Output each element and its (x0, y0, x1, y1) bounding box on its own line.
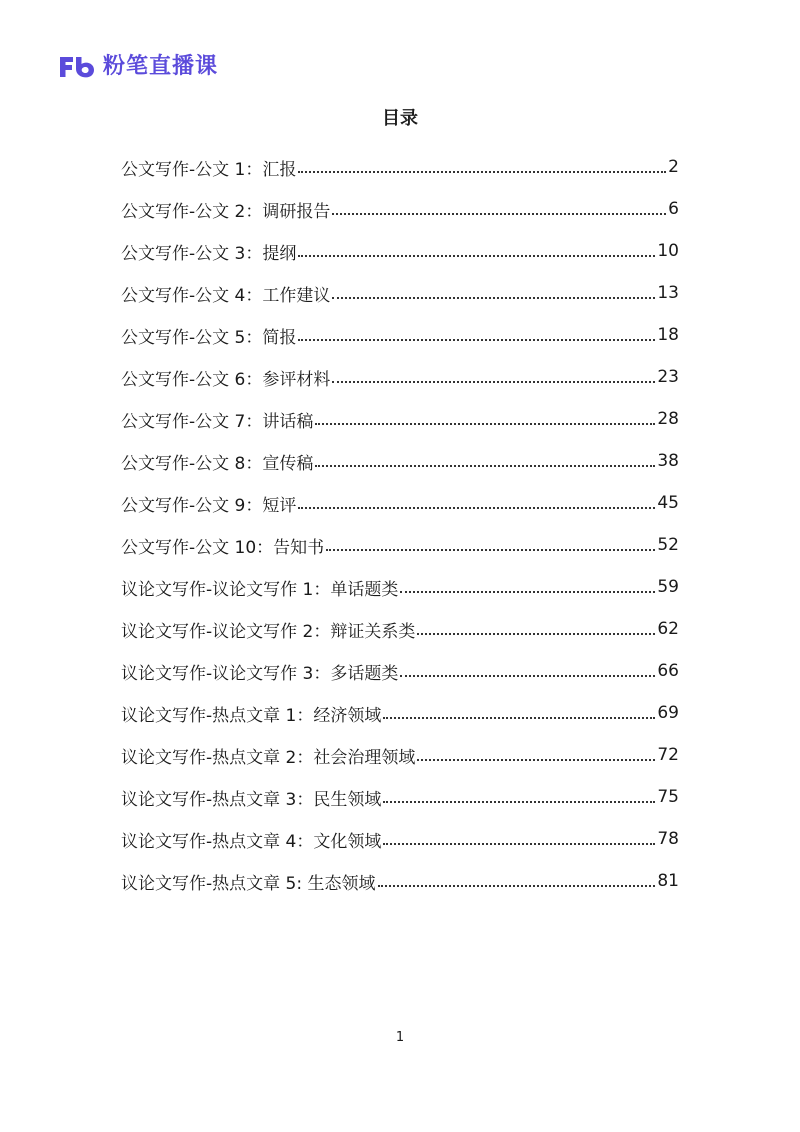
dot-leader (315, 465, 655, 467)
toc-entry-label: 公文写作-公文 1：汇报 (121, 159, 297, 180)
toc-entry-page: 75 (657, 787, 679, 807)
dot-leader (332, 381, 655, 383)
toc-entry[interactable] (121, 188, 679, 230)
toc-entry[interactable] (121, 482, 679, 524)
toc-entry-page: 13 (657, 283, 679, 303)
toc-entry[interactable] (121, 314, 679, 356)
fb-logo-icon (57, 53, 97, 81)
toc-entry-page: 72 (657, 745, 679, 765)
toc-entry-label: 议论文写作-议论文写作 1：单话题类 (121, 579, 399, 600)
toc-entry-page: 18 (657, 325, 679, 345)
toc-entry-page: 28 (657, 409, 679, 429)
dot-leader (378, 885, 656, 887)
toc-entry[interactable] (121, 146, 679, 188)
toc-entry[interactable] (121, 734, 679, 776)
dot-leader (298, 339, 655, 341)
toc-entry[interactable] (121, 524, 679, 566)
toc-entry-page: 52 (657, 535, 679, 555)
page-title: 目录 (382, 108, 418, 129)
toc-entry[interactable] (121, 398, 679, 440)
toc-entry-label: 议论文写作-议论文写作 2：辩证关系类 (121, 621, 416, 642)
toc-entry[interactable] (121, 860, 679, 902)
toc-entry-label: 公文写作-公文 10：告知书 (121, 537, 325, 558)
toc-entry[interactable] (121, 776, 679, 818)
dot-leader (298, 171, 666, 173)
page-number: 1 (395, 1030, 405, 1045)
toc-entry-label: 公文写作-公文 6：参评材料 (121, 369, 331, 390)
dot-leader (383, 843, 655, 845)
brand-name: 粉笔直播课 (103, 54, 219, 79)
dot-leader (400, 591, 655, 593)
toc-entry[interactable] (121, 566, 679, 608)
toc-entry[interactable] (121, 650, 679, 692)
toc-entry-label: 议论文写作-热点文章 2：社会治理领域 (121, 747, 416, 768)
toc-entry-label: 议论文写作-热点文章 3：民生领域 (121, 789, 382, 810)
toc-entry-label: 公文写作-公文 2：调研报告 (121, 201, 331, 222)
dot-leader (400, 675, 655, 677)
dot-leader (383, 801, 655, 803)
dot-leader (417, 759, 655, 761)
toc-entry[interactable] (121, 230, 679, 272)
toc-entry-label: 公文写作-公文 9：短评 (121, 495, 297, 516)
dot-leader (417, 633, 655, 635)
toc-entry[interactable] (121, 356, 679, 398)
toc-entry-page: 62 (657, 619, 679, 639)
toc-entry[interactable] (121, 608, 679, 650)
toc-entry-page: 69 (657, 703, 679, 723)
toc-entry[interactable] (121, 272, 679, 314)
toc-entry-page: 38 (657, 451, 679, 471)
dot-leader (332, 297, 655, 299)
toc-entry-page: 2 (668, 157, 679, 177)
toc-entry-label: 议论文写作-热点文章 4：文化领域 (121, 831, 382, 852)
toc-entry-label: 公文写作-公文 8：宣传稿 (121, 453, 314, 474)
toc-entry-page: 66 (657, 661, 679, 681)
toc-entry-page: 78 (657, 829, 679, 849)
dot-leader (298, 507, 655, 509)
toc-entry-page: 59 (657, 577, 679, 597)
toc-entry[interactable] (121, 440, 679, 482)
toc-entry-label: 公文写作-公文 3：提纲 (121, 243, 297, 264)
toc-entry-page: 23 (657, 367, 679, 387)
dot-leader (315, 423, 655, 425)
toc-entry-label: 议论文写作-热点文章 1：经济领域 (121, 705, 382, 726)
toc-entry-label: 公文写作-公文 5：简报 (121, 327, 297, 348)
toc-entry-label: 议论文写作-热点文章 5: 生态领域 (121, 873, 376, 894)
dot-leader (326, 549, 655, 551)
toc-entry-page: 81 (657, 871, 679, 891)
toc-entry[interactable] (121, 692, 679, 734)
toc-entry-page: 45 (657, 493, 679, 513)
toc-entry-label: 公文写作-公文 4：工作建议 (121, 285, 331, 306)
header-logo (57, 53, 218, 81)
toc-entry-label: 公文写作-公文 7：讲话稿 (121, 411, 314, 432)
toc-entry-label: 议论文写作-议论文写作 3：多话题类 (121, 663, 399, 684)
toc-entry[interactable] (121, 818, 679, 860)
dot-leader (332, 213, 666, 215)
dot-leader (298, 255, 655, 257)
toc-entry-page: 6 (668, 199, 679, 219)
dot-leader (383, 717, 655, 719)
table-of-contents (121, 146, 679, 902)
toc-entry-page: 10 (657, 241, 679, 261)
